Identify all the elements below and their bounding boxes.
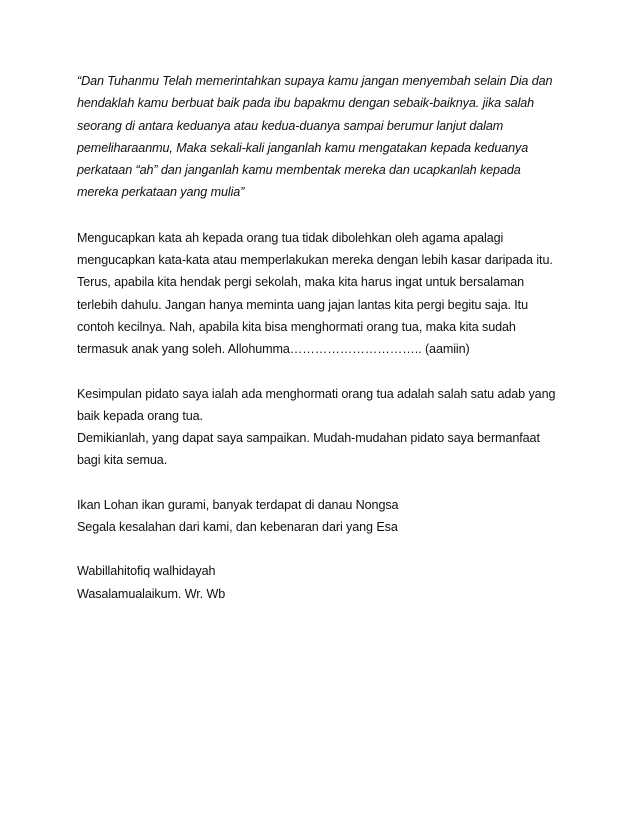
conclusion-line: bagi kita semua. bbox=[77, 453, 168, 468]
conclusion-line: Demikianlah, yang dapat saya sampaikan. Mudah-mudahan pidato saya bermanfaat bbox=[77, 431, 540, 446]
paragraph-spacer bbox=[77, 472, 577, 494]
body-line: mengucapkan kata-kata atau memperlakukan mereka dengan lebih kasar daripada itu. bbox=[77, 253, 553, 268]
closing-line: Wabillahitofiq walhidayah bbox=[77, 564, 216, 579]
pantun-line: Ikan Lohan ikan gurami, banyak terdapat di danau Nongsa bbox=[77, 497, 399, 512]
paragraph-spacer bbox=[77, 204, 577, 227]
paragraph-spacer bbox=[77, 538, 577, 560]
conclusion-paragraph bbox=[77, 383, 577, 472]
body-paragraph bbox=[77, 227, 577, 361]
quran-quote-paragraph bbox=[77, 70, 577, 204]
conclusion-line: baik kepada orang tua. bbox=[77, 408, 203, 423]
document-page bbox=[77, 70, 577, 605]
conclusion-line: Kesimpulan pidato saya ialah ada menghormati orang tua adalah salah satu adab yang bbox=[77, 386, 556, 401]
body-line: Terus, apabila kita hendak pergi sekolah, maka kita harus ingat untuk bersalaman bbox=[77, 275, 525, 290]
quote-line: “Dan Tuhanmu Telah memerintahkan supaya kamu jangan menyembah selain Dia dan bbox=[77, 74, 553, 88]
body-line: termasuk anak yang soleh. Allohumma………………………….. (aamiin) bbox=[77, 342, 470, 357]
body-line: contoh kecilnya. Nah, apabila kita bisa menghormati orang tua, maka kita sudah bbox=[77, 319, 516, 334]
quote-line: pemeliharaanmu, Maka sekali-kali janganlah kamu mengatakan kepada keduanya bbox=[77, 140, 529, 155]
quote-line: seorang di antara keduanya atau kedua-duanya sampai berumur lanjut dalam bbox=[77, 118, 504, 133]
body-line: Mengucapkan kata ah kepada orang tua tidak dibolehkan oleh agama apalagi bbox=[77, 230, 504, 245]
pantun-line: Segala kesalahan dari kami, dan kebenaran dari yang Esa bbox=[77, 520, 398, 535]
closing-line: Wasalamualaikum. Wr. Wb bbox=[77, 586, 226, 601]
quote-line: mereka perkataan yang mulia” bbox=[77, 185, 245, 200]
pantun-paragraph bbox=[77, 494, 577, 539]
closing-paragraph bbox=[77, 560, 577, 605]
quote-line: hendaklah kamu berbuat baik pada ibu bapakmu dengan sebaik-baiknya. jika salah bbox=[77, 96, 535, 111]
paragraph-spacer bbox=[77, 361, 577, 383]
quote-line: perkataan “ah” dan janganlah kamu membentak mereka dan ucapkanlah kepada bbox=[77, 163, 521, 178]
body-line: terlebih dahulu. Jangan hanya meminta uang jajan lantas kita pergi begitu saja. Itu bbox=[77, 297, 528, 312]
